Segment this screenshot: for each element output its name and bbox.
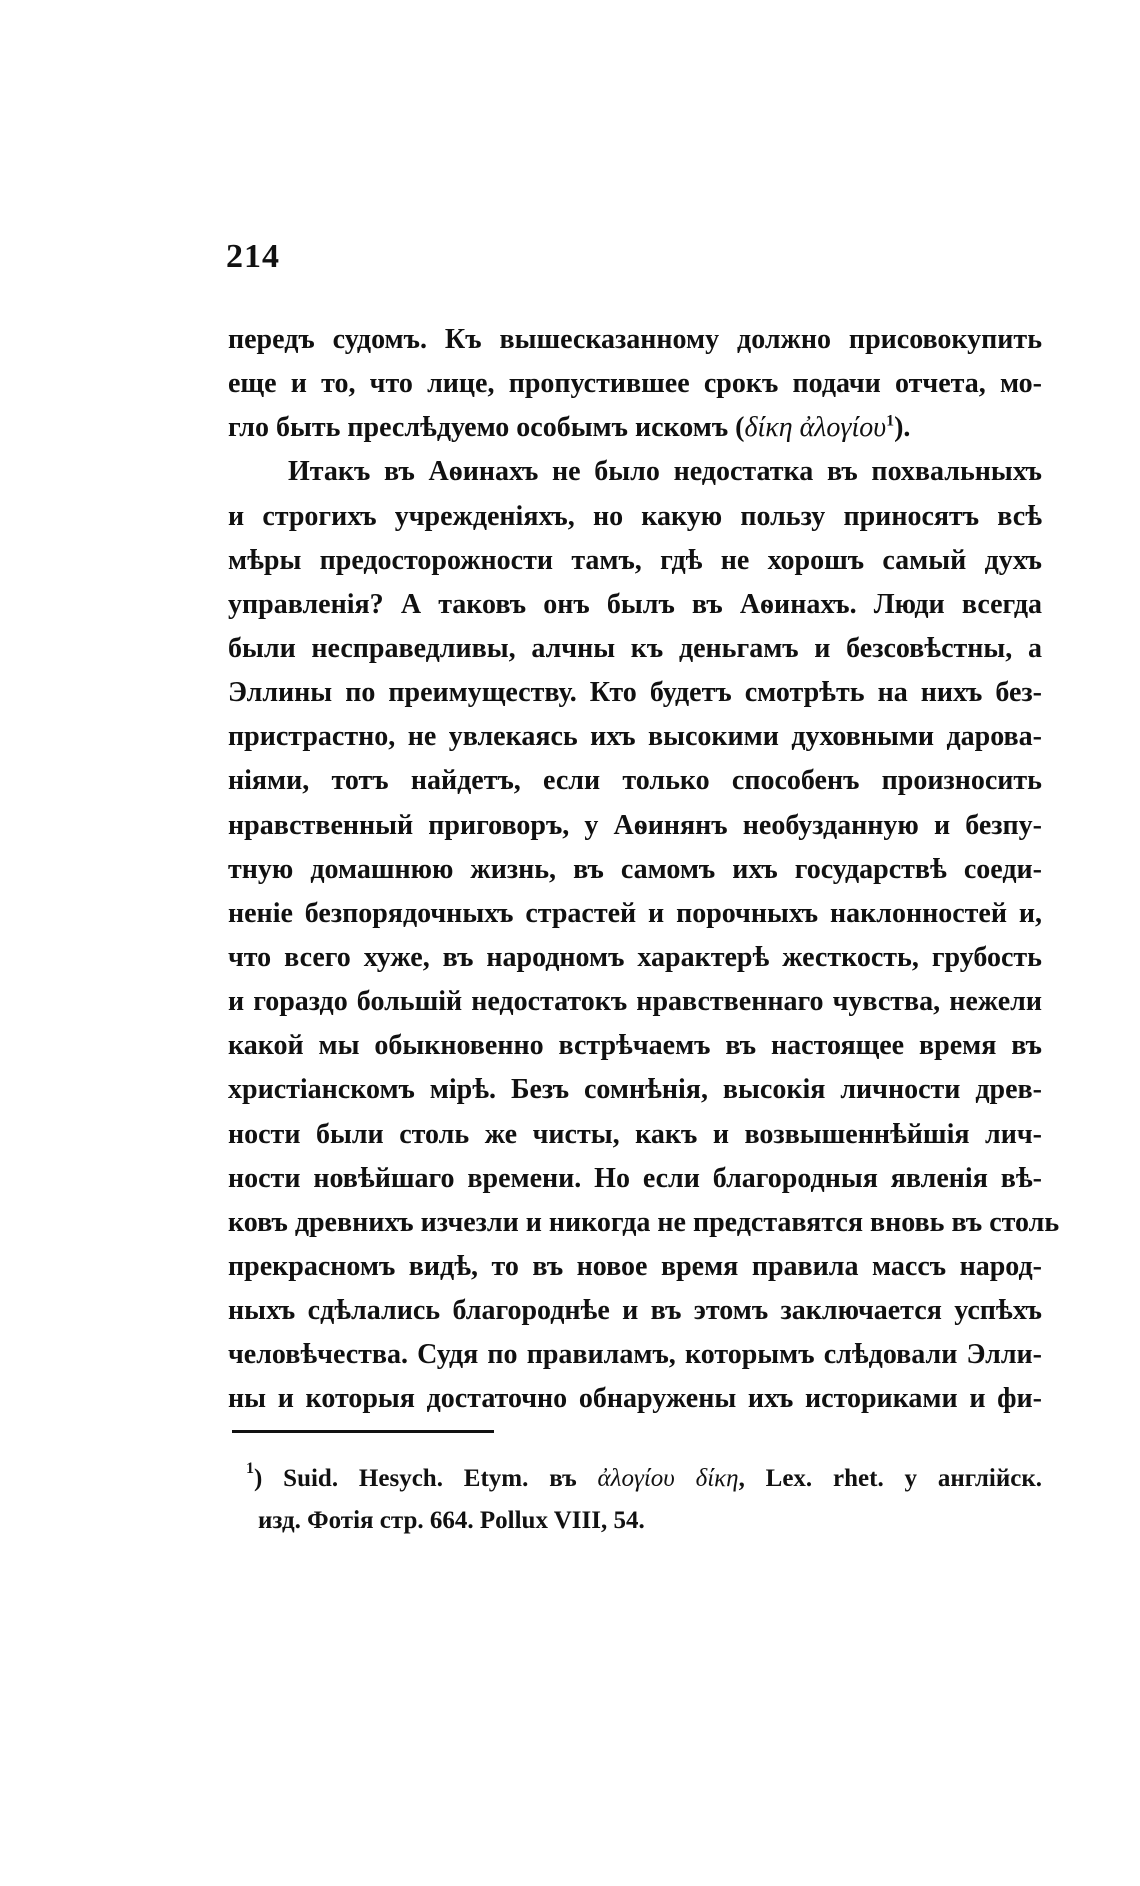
text-line: Эллины по преимуществу. Кто будетъ смотрѣть на нихъ без- bbox=[228, 677, 1042, 709]
text-line: ніями, тотъ найдетъ, если только способенъ произносить bbox=[228, 765, 1042, 797]
text-line: прекрасномъ видѣ, то въ новое время правила массъ народ- bbox=[228, 1250, 1042, 1282]
body-text bbox=[228, 318, 1060, 1422]
text-line: еще и то, что лице, пропустившее срокъ подачи отчета, мо- bbox=[228, 368, 1042, 400]
page-number: 214 bbox=[226, 238, 280, 275]
footnote-line bbox=[246, 1458, 1042, 1500]
text-line: пристрастно, не увлекаясь ихъ высокими духовными дарова- bbox=[228, 721, 1042, 753]
text-line: христіанскомъ мірѣ. Безъ сомнѣнія, высокія личности древ- bbox=[228, 1074, 1042, 1106]
footnote-reference: 1 bbox=[886, 412, 895, 430]
footnote-text-end: , Lex. rhet. у англійск. bbox=[738, 1465, 1042, 1492]
paragraph-start-line: Итакъ въ Аѳинахъ не было недостатка въ похвальныхъ bbox=[288, 456, 1042, 488]
text-line-start: гло быть преслѣдуемо особымъ искомъ ( bbox=[228, 412, 745, 444]
footnote-text-start: ) Suid. Hesych. Etym. въ bbox=[254, 1465, 598, 1492]
footnote-marker: 1 bbox=[246, 1460, 254, 1477]
text-line: какой мы обыкновенно встрѣчаемъ въ настоящее время въ bbox=[228, 1030, 1042, 1062]
text-line: управленія? А таковъ онъ былъ въ Аѳинахъ. Люди всегда bbox=[228, 588, 1042, 620]
text-line: ковъ древнихъ изчезли и никогда не представятся вновь въ столь bbox=[228, 1206, 1060, 1238]
greek-term: δίκη ἀλογίου bbox=[744, 412, 887, 444]
text-line: ности были столь же чисты, какъ и возвышеннѣйшія лич- bbox=[228, 1118, 1042, 1150]
text-line bbox=[228, 406, 1042, 450]
text-line: ны и которыя достаточно обнаружены ихъ историками и фи- bbox=[228, 1383, 1042, 1415]
footnote-line: изд. Фотія стр. 664. Pollux VIII, 54. bbox=[258, 1507, 645, 1534]
text-line: мѣры предосторожности тамъ, гдѣ не хорошъ самый духъ bbox=[228, 544, 1042, 576]
text-line: нравственный приговоръ, у Аѳинянъ необузданную и безпу- bbox=[228, 809, 1042, 841]
text-line: и строгихъ учрежденіяхъ, но какую пользу приносятъ всѣ bbox=[228, 500, 1042, 532]
text-line: тную домашнюю жизнь, въ самомъ ихъ государствѣ соеди- bbox=[228, 853, 1042, 885]
footnote-greek-term: ἀλογίου δίκη bbox=[597, 1465, 739, 1492]
text-line: человѣчества. Судя по правиламъ, которымъ слѣдовали Элли- bbox=[228, 1339, 1042, 1371]
text-line: ности новѣйшаго времени. Но если благородныя явленія вѣ- bbox=[228, 1162, 1042, 1194]
text-line: что всего хуже, въ народномъ характерѣ жесткость, грубость bbox=[228, 941, 1042, 973]
text-line: были несправедливы, алчны къ деньгамъ и безсовѣстны, а bbox=[228, 632, 1042, 664]
footnote-divider bbox=[232, 1430, 494, 1433]
text-line-end: ). bbox=[894, 412, 911, 444]
text-line: передъ судомъ. Къ вышесказанному должно присовокупить bbox=[228, 324, 1042, 355]
text-line: и гораздо большій недостатокъ нравственнаго чувства, нежели bbox=[228, 986, 1042, 1018]
footnote bbox=[246, 1458, 1042, 1542]
text-line: неніе безпорядочныхъ страстей и порочныхъ наклонностей и, bbox=[228, 897, 1042, 929]
text-line: ныхъ сдѣлались благороднѣе и въ этомъ заключается успѣхъ bbox=[228, 1295, 1042, 1327]
